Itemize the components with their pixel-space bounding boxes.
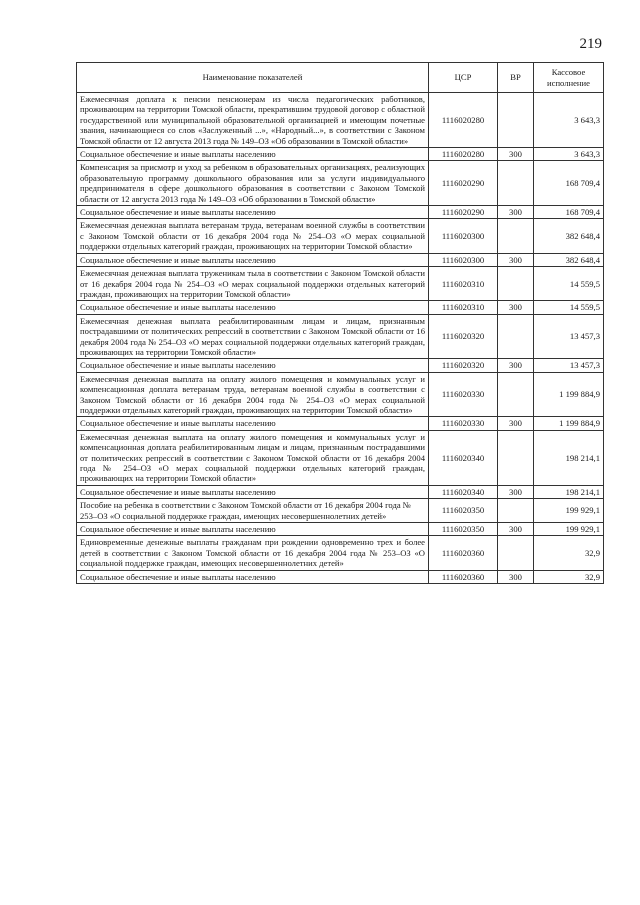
header-sum: Кассовое исполнение — [534, 63, 604, 93]
row-sum: 3 643,3 — [534, 93, 604, 148]
row-vr — [498, 372, 534, 417]
row-vr: 300 — [498, 359, 534, 372]
table-row — [77, 570, 604, 583]
row-csr: 1116020360 — [429, 536, 498, 570]
table-row — [77, 93, 604, 148]
row-sum: 168 709,4 — [534, 206, 604, 219]
row-csr: 1116020340 — [429, 485, 498, 498]
row-name: Пособие на ребенка в соответствии с Законом Томской области от 16 декабря 2004 года № 253–ОЗ «О социальной поддержке граждан, имеющих несовершеннолетних детей» — [77, 499, 429, 523]
row-sum: 199 929,1 — [534, 499, 604, 523]
row-vr — [498, 267, 534, 301]
row-name: Ежемесячная доплата к пенсии пенсионерам из числа педагогических работников, проживающим на территории Томской области, прекратившим трудовой договор с областной государственной или муниципальной образовательной организацией и имеющим почетные звания, начинающиеся со слов «Заслуженный ...», «Народный...», в соответствии с Законом Томской области от 12 августа 2013 года № 149–ОЗ «Об образовании в Томской области» — [77, 93, 429, 148]
row-csr: 1116020340 — [429, 430, 498, 485]
row-vr: 300 — [498, 485, 534, 498]
row-csr: 1116020290 — [429, 161, 498, 206]
table-row — [77, 267, 604, 301]
row-name: Единовременные денежные выплаты гражданам при рождении одновременно трех и более детей в соответствии с Законом Томской области от 16 декабря 2004 года № 253–ОЗ «О социальной поддержке граждан, имеющих несовершеннолетних детей» — [77, 536, 429, 570]
row-csr: 1116020290 — [429, 206, 498, 219]
row-sum: 14 559,5 — [534, 267, 604, 301]
row-vr: 300 — [498, 253, 534, 266]
row-vr: 300 — [498, 523, 534, 536]
row-csr: 1116020350 — [429, 499, 498, 523]
row-csr: 1116020310 — [429, 301, 498, 314]
row-vr: 300 — [498, 206, 534, 219]
row-csr: 1116020310 — [429, 267, 498, 301]
row-csr: 1116020350 — [429, 523, 498, 536]
row-sum: 198 214,1 — [534, 430, 604, 485]
row-vr — [498, 161, 534, 206]
row-name: Ежемесячная денежная выплата труженикам тыла в соответствии с Законом Томской области от 16 декабря 2004 года № 254–ОЗ «О мерах социальной поддержки отдельных категорий граждан, проживающих на территории Томской области» — [77, 267, 429, 301]
row-sum: 32,9 — [534, 570, 604, 583]
row-name: Социальное обеспечение и иные выплаты населению — [77, 417, 429, 430]
row-sum: 14 559,5 — [534, 301, 604, 314]
row-sum: 382 648,4 — [534, 219, 604, 253]
table-row — [77, 372, 604, 417]
row-name: Социальное обеспечение и иные выплаты населению — [77, 301, 429, 314]
row-csr: 1116020280 — [429, 93, 498, 148]
row-vr — [498, 219, 534, 253]
row-vr — [498, 499, 534, 523]
row-csr: 1116020280 — [429, 148, 498, 161]
table-row — [77, 359, 604, 372]
row-name: Ежемесячная денежная выплата на оплату жилого помещения и коммунальных услуг и компенсационная доплата реабилитированным лицам и лицам, признанным пострадавшими от политических репрессий в соответствии с Законом Томской области от 16 декабря 2004 года № 254–ОЗ «О мерах социальной поддержки отдельных категорий граждан, проживающих на территории Томской области» — [77, 430, 429, 485]
row-sum: 13 457,3 — [534, 314, 604, 359]
table-row — [77, 253, 604, 266]
row-csr: 1116020320 — [429, 359, 498, 372]
row-sum: 1 199 884,9 — [534, 417, 604, 430]
row-vr — [498, 93, 534, 148]
row-csr: 1116020300 — [429, 253, 498, 266]
row-name: Ежемесячная денежная выплата на оплату жилого помещения и коммунальных услуг и компенсационная доплата ветеранам труда, ветеранам военной службы в соответствии с Законом Томской области от 16 декабря 2004 года № 254–ОЗ «О мерах социальной поддержки отдельных категорий граждан, проживающих на территории Томской области» — [77, 372, 429, 417]
row-name: Социальное обеспечение и иные выплаты населению — [77, 570, 429, 583]
row-vr — [498, 536, 534, 570]
table-row — [77, 536, 604, 570]
row-csr: 1116020320 — [429, 314, 498, 359]
table-row — [77, 206, 604, 219]
row-sum: 199 929,1 — [534, 523, 604, 536]
row-vr: 300 — [498, 570, 534, 583]
table-row — [77, 301, 604, 314]
row-sum: 32,9 — [534, 536, 604, 570]
row-vr: 300 — [498, 301, 534, 314]
header-name: Наименование показателей — [77, 63, 429, 93]
row-name: Компенсация за присмотр и уход за ребенком в образовательных организациях, реализующих образовательную программу дошкольного образования или за услуги индивидуального предпринимателя в сфере дошкольного образования в соответствии с Законом Томской области от 12 августа 2013 года № 149–ОЗ «Об образовании в Томской области» — [77, 161, 429, 206]
row-vr — [498, 314, 534, 359]
row-sum: 1 199 884,9 — [534, 372, 604, 417]
table-row — [77, 430, 604, 485]
table-row — [77, 523, 604, 536]
table-row — [77, 314, 604, 359]
row-name: Социальное обеспечение и иные выплаты населению — [77, 148, 429, 161]
header-vr: ВР — [498, 63, 534, 93]
row-sum: 382 648,4 — [534, 253, 604, 266]
row-sum: 168 709,4 — [534, 161, 604, 206]
table-row — [77, 161, 604, 206]
table-row — [77, 417, 604, 430]
table-header-row — [77, 63, 604, 93]
row-vr — [498, 430, 534, 485]
row-csr: 1116020330 — [429, 417, 498, 430]
row-name: Ежемесячная денежная выплата реабилитированным лицам и лицам, признанным пострадавшими от политических репрессий в соответствии с Законом Томской области от 16 декабря 2004 года № 254–ОЗ «О мерах социальной поддержки отдельных категорий граждан, проживающих на территории Томской области» — [77, 314, 429, 359]
row-name: Ежемесячная денежная выплата ветеранам труда, ветеранам военной службы в соответствии с Законом Томской области от 16 декабря 2004 года № 254–ОЗ «О мерах социальной поддержки отдельных категорий граждан, проживающих на территории Томской области» — [77, 219, 429, 253]
row-name: Социальное обеспечение и иные выплаты населению — [77, 485, 429, 498]
row-name: Социальное обеспечение и иные выплаты населению — [77, 206, 429, 219]
row-csr: 1116020300 — [429, 219, 498, 253]
row-sum: 13 457,3 — [534, 359, 604, 372]
table-row — [77, 219, 604, 253]
row-sum: 198 214,1 — [534, 485, 604, 498]
header-csr: ЦСР — [429, 63, 498, 93]
row-csr: 1116020360 — [429, 570, 498, 583]
page-number: 219 — [579, 36, 602, 52]
row-csr: 1116020330 — [429, 372, 498, 417]
row-vr: 300 — [498, 417, 534, 430]
table-row — [77, 485, 604, 498]
row-sum: 3 643,3 — [534, 148, 604, 161]
row-name: Социальное обеспечение и иные выплаты населению — [77, 359, 429, 372]
row-name: Социальное обеспечение и иные выплаты населению — [77, 523, 429, 536]
row-vr: 300 — [498, 148, 534, 161]
budget-table — [76, 62, 604, 584]
table-row — [77, 499, 604, 523]
table-row — [77, 148, 604, 161]
row-name: Социальное обеспечение и иные выплаты населению — [77, 253, 429, 266]
